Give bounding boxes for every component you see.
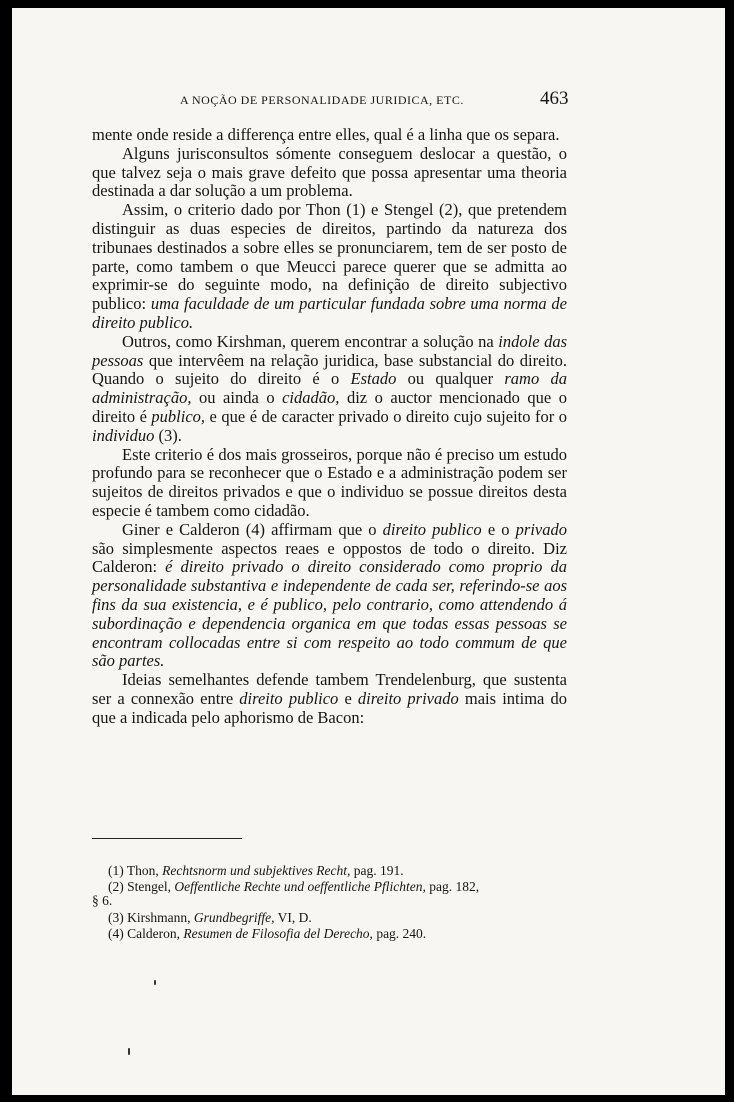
paragraph-3: Assim, o criterio dado por Thon (1) e Stengel (2), que pretendem distinguir as duas especies de direitos, partindo da natureza dos tribunaes destinados a sobre elles se pronunciarem, tem de ser posto de parte, como tambem o que Meucci parece querer que se admitta ao exprimir-se do seguinte modo, na definição de direito subjectivo publico: uma faculdade de um particular fundada sobre uma norma de direito publico. <box>92 200 568 332</box>
footnote-4: (4) Calderon, Resumen de Filosofia del Derecho, pag. 240. <box>108 925 427 941</box>
footnotes <box>92 863 567 942</box>
paragraph-4: Outros, como Kirshman, querem encontrar a solução na indole das pessoas que intervêem na relação juridica, base substancial do direito. Quando o sujeito do direito é o Estado ou qualquer ramo da administração, ou ainda o cidadão, diz o auctor mencionado que o direito é publico, e que é de caracter privado o direito cujo sujeito for o individuo (3). <box>92 331 567 445</box>
footnote-rule <box>92 838 242 839</box>
page-number: 463 <box>540 88 569 109</box>
ink-speck <box>154 980 156 985</box>
paragraph-1: mente onde reside a differença entre elles, qual é a linha que os separa. <box>92 125 560 144</box>
footnote-3: (3) Kirshmann, Grundbegriffe, VI, D. <box>108 909 312 925</box>
paragraph-7: Ideias semelhantes defende tambem Trendelenburg, que sustenta ser a connexão entre direito publico e direito privado mais intima do que a indicada pelo aphorismo de Bacon: <box>92 670 567 727</box>
paragraph-2: Alguns jurisconsultos sómente conseguem deslocar a questão, o que talvez seja o mais grave defeito que possa apresentar uma theoria destinada a dar solução a um problema. <box>92 143 567 201</box>
footnote-1: (1) Thon, Rechtsnorm und subjektives Recht, pag. 191. <box>108 863 404 878</box>
footnote-2-continuation: § 6. <box>92 893 113 909</box>
paragraph-6: Giner e Calderon (4) affirmam que o direito publico e o privado são simplesmente aspectos reaes e oppostos de todo o direito. Diz Calderon: é direito privado o direito considerado como proprio da personalidade substantiva e independente de cada ser, referindo-se aos fins da sua existencia, e é publico, pelo contrario, como attendendo á subordinação e dependencia organica em que todas essas pessoas se encontram collocadas entre si com respeito ao todo commum de que são partes. <box>92 519 567 671</box>
footnote-2: (2) Stengel, Oeffentliche Rechte und oeffentliche Pflichten, pag. 182, <box>108 879 480 895</box>
paragraph-5: Este criterio é dos mais grosseiros, porque não é preciso um estudo profundo para se reconhecer que o Estado e a administração podem ser sujeitos de direitos privados e que o individuo se possue direitos desta especie é tambem como cidadão. <box>92 444 567 520</box>
running-header: A NOÇÃO DE PERSONALIDADE JURIDICA, ETC. <box>180 93 464 107</box>
ink-speck <box>128 1048 130 1055</box>
book-page <box>12 8 725 1095</box>
main-text <box>92 126 567 728</box>
